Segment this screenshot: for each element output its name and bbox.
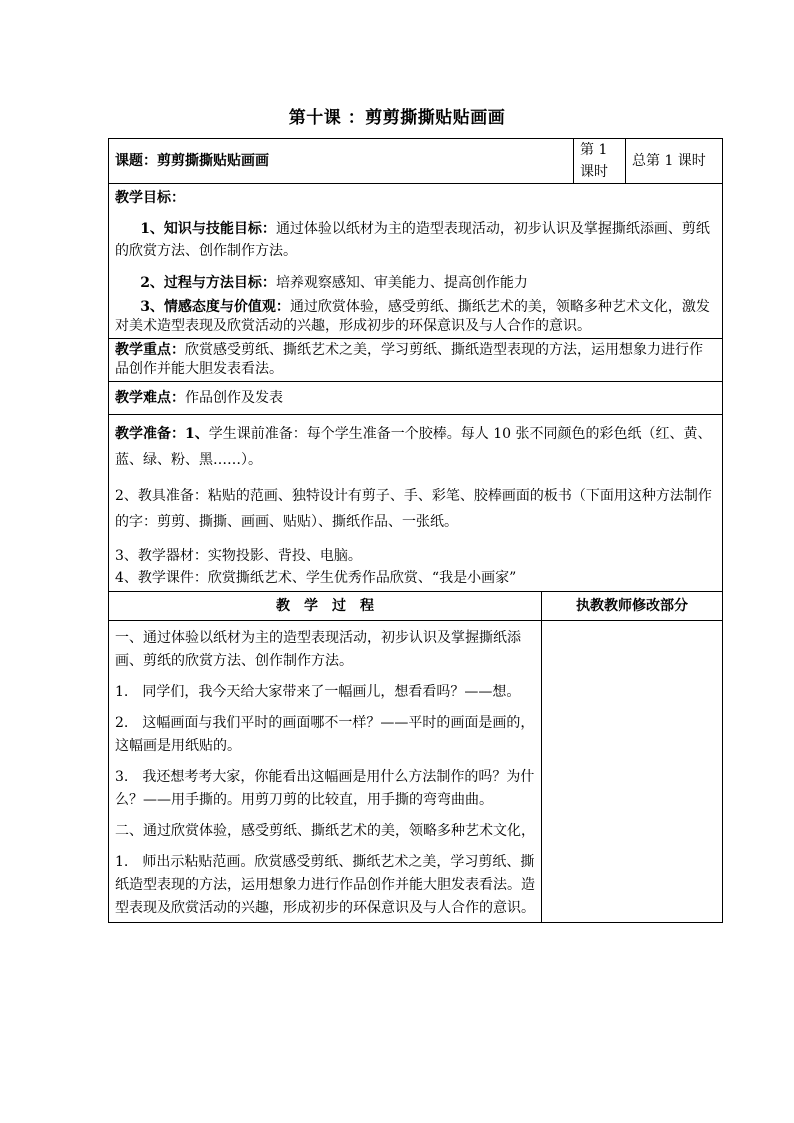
prep-item-3: 3、教学器材：实物投影、背投、电脑。	[115, 548, 362, 564]
prep-label: 教学准备：	[115, 426, 185, 442]
goal-attitude	[115, 298, 716, 336]
goal-label: 3、情感态度与价值观：	[140, 299, 290, 315]
page-title: 第十课 ：剪剪撕撕贴贴画画	[288, 108, 506, 128]
goal-text: 通过欣赏体验，感受剪纸、撕纸艺术的美，领略多种艺术文化，激发对美术造型表现及欣赏活动的兴趣，形成初步的环保意识及与人合作的意识。	[115, 299, 710, 334]
process-paragraph: 1. 师出示粘贴范画。欣赏感受剪纸、撕纸艺术之美，学习剪纸、撕纸造型表现的方法，运用想象力进行作品创作并能大胆发表看法。造型表现及欣赏活动的兴趣，形成初步的环保意识及与人合作的意识。	[115, 854, 535, 916]
preparation-cell	[109, 415, 723, 592]
goal-text: 通过体验以纸材为主的造型表现活动，初步认识及掌握撕纸添画、剪纸的欣赏方法、创作制作方法。	[115, 221, 710, 259]
process-paragraph: 一、通过体验以纸材为主的造型表现活动，初步认识及掌握撕纸添画、剪纸的欣赏方法、创作制作方法。	[115, 630, 521, 669]
goals-row	[109, 184, 723, 339]
goals-cell	[109, 184, 723, 339]
goal-label: 1、知识与技能目标：	[140, 221, 276, 237]
subject-name: 剪剪撕撕贴贴画画	[157, 153, 269, 169]
key-points-text: 欣赏感受剪纸、撕纸艺术之美，学习剪纸、撕纸造型表现的方法，运用想象力进行作品创作并能大胆发表看法。	[115, 342, 703, 377]
teacher-revision-cell	[542, 621, 723, 923]
total-period-cell: 总第 1 课时	[626, 139, 723, 184]
goal-label: 2、过程与方法目标：	[140, 275, 276, 291]
prep-text: 学生课前准备：每个学生准备一个胶棒。每人 10 张不同颜色的彩色纸（红、黄、蓝、绿、粉、黑……）。	[115, 426, 712, 468]
goal-text: 培养观察感知、审美能力、提高创作能力	[275, 275, 528, 291]
teacher-revision-header: 执教教师修改部分	[542, 592, 723, 621]
prep-index: 1、	[185, 426, 209, 442]
lesson-plan-table	[108, 138, 723, 923]
prep-item-2: 2、教具准备：粘贴的范画、独特设计有剪子、手、彩笔、胶棒画面的板书（下面用这种方法制作的字：剪剪、撕撕、画画、贴贴）、撕纸作品、一张纸。	[115, 488, 712, 530]
preparation-row	[109, 415, 723, 592]
subject-cell	[109, 139, 574, 184]
subject-row	[109, 139, 723, 184]
process-paragraph: 3. 我还想考考大家，你能看出这幅画是用什么方法制作的吗？为什么？——用手撕的。用剪刀剪的比较直，用手撕的弯弯曲曲。	[115, 769, 535, 808]
key-points-cell	[109, 339, 723, 382]
subject-label: 课题：	[115, 153, 157, 169]
difficulty-cell	[109, 382, 723, 415]
process-paragraph: 二、通过欣赏体验，感受剪纸、撕纸艺术的美，领略多种艺术文化，	[115, 823, 535, 839]
process-content	[109, 621, 542, 923]
goal-knowledge	[115, 218, 716, 262]
prep-item-1	[115, 421, 716, 473]
difficulty-row	[109, 382, 723, 415]
process-row	[109, 621, 723, 923]
process-header: 教 学 过 程	[109, 592, 542, 621]
difficulty-text: 作品创作及发表	[185, 390, 283, 406]
key-points-label: 教学重点：	[115, 342, 185, 358]
prep-item-4: 4、教学课件：欣赏撕纸艺术、学生优秀作品欣赏、“我是小画家”	[115, 570, 517, 586]
goal-process	[115, 272, 716, 294]
process-paragraph: 1. 同学们，我今天给大家带来了一幅画儿，想看看吗？——想。	[115, 684, 521, 700]
goals-heading: 教学目标：	[115, 190, 185, 206]
period-cell: 第 1 课时	[574, 139, 626, 184]
key-points-row	[109, 339, 723, 382]
process-paragraph: 2. 这幅画面与我们平时的画面哪不一样？——平时的画面是画的，这幅画是用纸贴的。	[115, 715, 535, 754]
difficulty-label: 教学难点：	[115, 390, 185, 406]
process-header-row	[109, 592, 723, 621]
